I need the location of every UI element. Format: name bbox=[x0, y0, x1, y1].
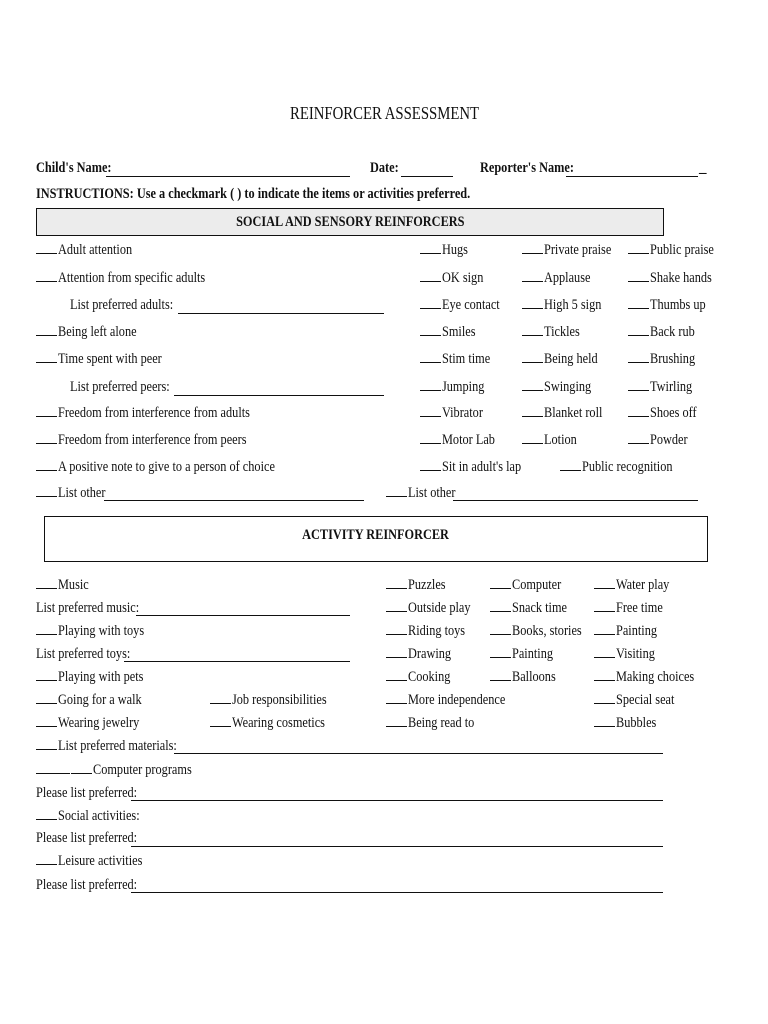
social-item-public-recognition[interactable]: Public recognition bbox=[560, 460, 692, 475]
social-item-freedom-adults[interactable]: Freedom from interference from adults bbox=[36, 406, 292, 421]
grid-item[interactable]: Back rub bbox=[628, 325, 705, 340]
please-list-field-3[interactable] bbox=[131, 892, 663, 893]
child-name-field[interactable] bbox=[106, 176, 350, 177]
grid-item[interactable]: Shake hands bbox=[628, 271, 725, 286]
activity-item-wearing-cosmetics[interactable]: Wearing cosmetics bbox=[210, 716, 345, 731]
activity-col-a-item[interactable]: Cooking bbox=[386, 670, 460, 685]
reporter-name-field[interactable] bbox=[566, 176, 698, 177]
please-list-label-2: Please list preferred: bbox=[36, 830, 138, 846]
grid-item[interactable]: High 5 sign bbox=[522, 298, 614, 313]
activity-col-a-item[interactable]: Riding toys bbox=[386, 624, 478, 639]
social-section-heading: SOCIAL AND SENSORY REINFORCERS bbox=[36, 208, 664, 236]
grid-item[interactable]: Vibrator bbox=[420, 406, 492, 421]
list-peers-label: List preferred peers: bbox=[70, 379, 170, 395]
activity-item-leisure[interactable]: Leisure activities bbox=[36, 854, 161, 869]
date-field[interactable] bbox=[401, 176, 453, 177]
activity-col-a-item[interactable]: Puzzles bbox=[386, 578, 454, 593]
list-toys-field[interactable] bbox=[124, 661, 350, 662]
grid-item[interactable]: Thumbs up bbox=[628, 298, 718, 313]
activity-col-c-item[interactable]: Visiting bbox=[594, 647, 663, 662]
activity-item-playing-toys[interactable]: Playing with toys bbox=[36, 624, 163, 639]
list-music-field[interactable] bbox=[136, 615, 350, 616]
activity-col-b-item[interactable]: Snack time bbox=[490, 601, 579, 616]
activity-col-a-item[interactable]: Being read to bbox=[386, 716, 489, 731]
activity-col-c-item[interactable]: Painting bbox=[594, 624, 666, 639]
activity-col-a-item[interactable]: Outside play bbox=[386, 601, 484, 616]
activity-col-a-item[interactable]: More independence bbox=[386, 693, 527, 708]
date-label: Date: bbox=[370, 160, 399, 176]
activity-col-c-item[interactable]: Special seat bbox=[594, 693, 687, 708]
list-materials-field[interactable] bbox=[174, 753, 663, 754]
grid-item[interactable]: Tickles bbox=[522, 325, 588, 340]
activity-section-heading: ACTIVITY REINFORCER bbox=[44, 516, 708, 562]
grid-item[interactable]: OK sign bbox=[420, 271, 492, 286]
social-item-left-alone[interactable]: Being left alone bbox=[36, 325, 154, 340]
child-name-label: Child's Name: bbox=[36, 160, 112, 176]
social-item-adult-attention[interactable]: Adult attention bbox=[36, 243, 148, 258]
grid-item[interactable]: Shoes off bbox=[628, 406, 707, 421]
activity-item-computer-programs[interactable]: Computer programs bbox=[36, 763, 213, 778]
form-title: REINFORCER ASSESSMENT bbox=[290, 103, 480, 123]
social-item-list-other[interactable]: List other bbox=[36, 486, 116, 501]
reporter-name-label: Reporter's Name: bbox=[480, 160, 574, 176]
grid-item[interactable]: Motor Lab bbox=[420, 433, 507, 448]
activity-col-c-item[interactable]: Free time bbox=[594, 601, 673, 616]
list-adults-field[interactable] bbox=[178, 313, 384, 314]
please-list-label-3: Please list preferred: bbox=[36, 877, 138, 893]
please-list-label-1: Please list preferred: bbox=[36, 785, 138, 801]
social-item-positive-note[interactable]: A positive note to give to a person of choice bbox=[36, 460, 323, 475]
activity-col-c-item[interactable]: Water play bbox=[594, 578, 681, 593]
activity-item-list-materials[interactable]: List preferred materials: bbox=[36, 739, 203, 754]
list-adults-label: List preferred adults: bbox=[70, 297, 174, 313]
activity-col-c-item[interactable]: Making choices bbox=[594, 670, 711, 685]
list-peers-field[interactable] bbox=[174, 395, 384, 396]
activity-col-b-item[interactable]: Computer bbox=[490, 578, 572, 593]
please-list-field-2[interactable] bbox=[131, 846, 663, 847]
activity-item-music[interactable]: Music bbox=[36, 578, 96, 593]
social-item-time-peer[interactable]: Time spent with peer bbox=[36, 352, 185, 367]
grid-item[interactable]: Powder bbox=[628, 433, 696, 448]
grid-item[interactable]: Eye contact bbox=[420, 298, 512, 313]
grid-item[interactable]: Lotion bbox=[522, 433, 584, 448]
grid-item[interactable]: Twirling bbox=[628, 380, 701, 395]
grid-item[interactable]: Blanket roll bbox=[522, 406, 615, 421]
activity-col-a-item[interactable]: Drawing bbox=[386, 647, 461, 662]
activity-item-playing-pets[interactable]: Playing with pets bbox=[36, 670, 162, 685]
grid-item[interactable]: Hugs bbox=[420, 243, 474, 258]
reporter-tail: _ bbox=[699, 160, 707, 176]
grid-item[interactable]: Brushing bbox=[628, 352, 705, 367]
social-item-sit-lap[interactable]: Sit in adult's lap bbox=[420, 460, 538, 475]
activity-col-b-item[interactable]: Painting bbox=[490, 647, 562, 662]
social-item-list-other-right[interactable]: List other bbox=[386, 486, 466, 501]
grid-item[interactable]: Jumping bbox=[420, 380, 494, 395]
instructions: INSTRUCTIONS: Use a checkmark ( ) to indicate the items or activities preferred. bbox=[36, 186, 471, 202]
activity-col-b-item[interactable]: Balloons bbox=[490, 670, 565, 685]
list-music-label: List preferred music: bbox=[36, 600, 140, 616]
list-toys-label: List preferred toys: bbox=[36, 646, 131, 662]
please-list-field-1[interactable] bbox=[131, 800, 663, 801]
activity-item-social-activities[interactable]: Social activities: bbox=[36, 809, 158, 824]
activity-col-b-item[interactable]: Books, stories bbox=[490, 624, 597, 639]
social-item-freedom-peers[interactable]: Freedom from interference from peers bbox=[36, 433, 288, 448]
activity-item-going-walk[interactable]: Going for a walk bbox=[36, 693, 160, 708]
grid-item[interactable]: Smiles bbox=[420, 325, 483, 340]
social-item-attention-specific[interactable]: Attention from specific adults bbox=[36, 271, 238, 286]
grid-item[interactable]: Applause bbox=[522, 271, 601, 286]
grid-item[interactable]: Stim time bbox=[420, 352, 501, 367]
activity-item-wearing-jewelry[interactable]: Wearing jewelry bbox=[36, 716, 157, 731]
activity-col-c-item[interactable]: Bubbles bbox=[594, 716, 665, 731]
grid-item[interactable]: Swinging bbox=[522, 380, 602, 395]
social-list-other-right-field[interactable] bbox=[453, 500, 698, 501]
activity-item-job-responsibilities[interactable]: Job responsibilities bbox=[210, 693, 347, 708]
grid-item[interactable]: Private praise bbox=[522, 243, 626, 258]
grid-item[interactable]: Being held bbox=[522, 352, 609, 367]
social-list-other-field[interactable] bbox=[104, 500, 364, 501]
grid-item[interactable]: Public praise bbox=[628, 243, 728, 258]
